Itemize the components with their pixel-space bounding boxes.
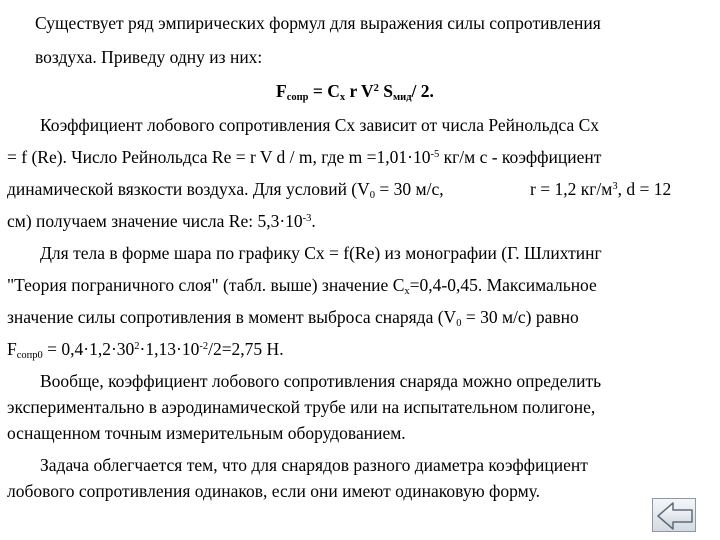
paragraph-4-line-1: Вообще, коэффициент лобового сопротивления снаряда можно определить (40, 371, 602, 391)
paragraph-2-line-2: = f (Re). Число Рейнольдса Re = r V d / m, где $m =1,01\cdot 10^{-5}$ кг/м с - коэффициент (7, 147, 602, 167)
back-arrow-icon (653, 499, 697, 533)
paragraph-3-line-3: значение силы сопротивления в момент выброса снаряда ($V_0 = 30$ м/с) равно (7, 307, 579, 329)
paragraph-1-line-2: воздуха. Приведу одну из них: (35, 47, 263, 67)
paragraph-3-line-1: Для тела в форме шара по графику Сх = f(Re) из монографии (Г. Шлихтинг (40, 243, 602, 263)
back-button[interactable] (652, 498, 696, 532)
paragraph-3-line-2: "Теория пограничного слоя" (табл. выше) значение $C_x=0,4-0,45$. Максимальное (7, 275, 597, 297)
paragraph-1-line-1: Существует ряд эмпирических формул для выражения силы сопротивления (35, 13, 601, 33)
paragraph-4-line-2: экспериментально в аэродинамической трубе или на испытательном полигоне, (7, 397, 596, 417)
paragraph-2-line-3-density: r = 1,2 $кг/м^3$, d = 12 (530, 179, 672, 199)
paragraph-2-line-4: см) получаем значение числа Re: $5,3\cdot 10^{-3}$. (7, 211, 316, 231)
paragraph-3-line-4: $F_{сопр0} = 0,4\cdot 1,2\cdot 30^2\cdot 1,13\cdot 10^{-2}/2=2,75$ Н. (7, 339, 284, 361)
paragraph-2-line-3: динамической вязкости воздуха. Для условий ($V_0 = 30$ м/с, (7, 179, 444, 201)
paragraph-2-line-1: Коэффициент лобового сопротивления Сх зависит от числа Рейнольдса Сх (40, 115, 600, 135)
paragraph-5-line-1: Задача облегчается тем, что для снарядов разного диаметра коэффициент (40, 455, 588, 475)
paragraph-4-line-3: оснащенном точным измерительным оборудованием. (7, 423, 406, 443)
paragraph-5-line-2: лобового сопротивления одинаков, если они имеют одинаковую форму. (7, 481, 541, 501)
drag-force-formula: $F_{сопр} = C_x$ r $V^2$ $S_{мид}/$ 2. (276, 81, 434, 103)
